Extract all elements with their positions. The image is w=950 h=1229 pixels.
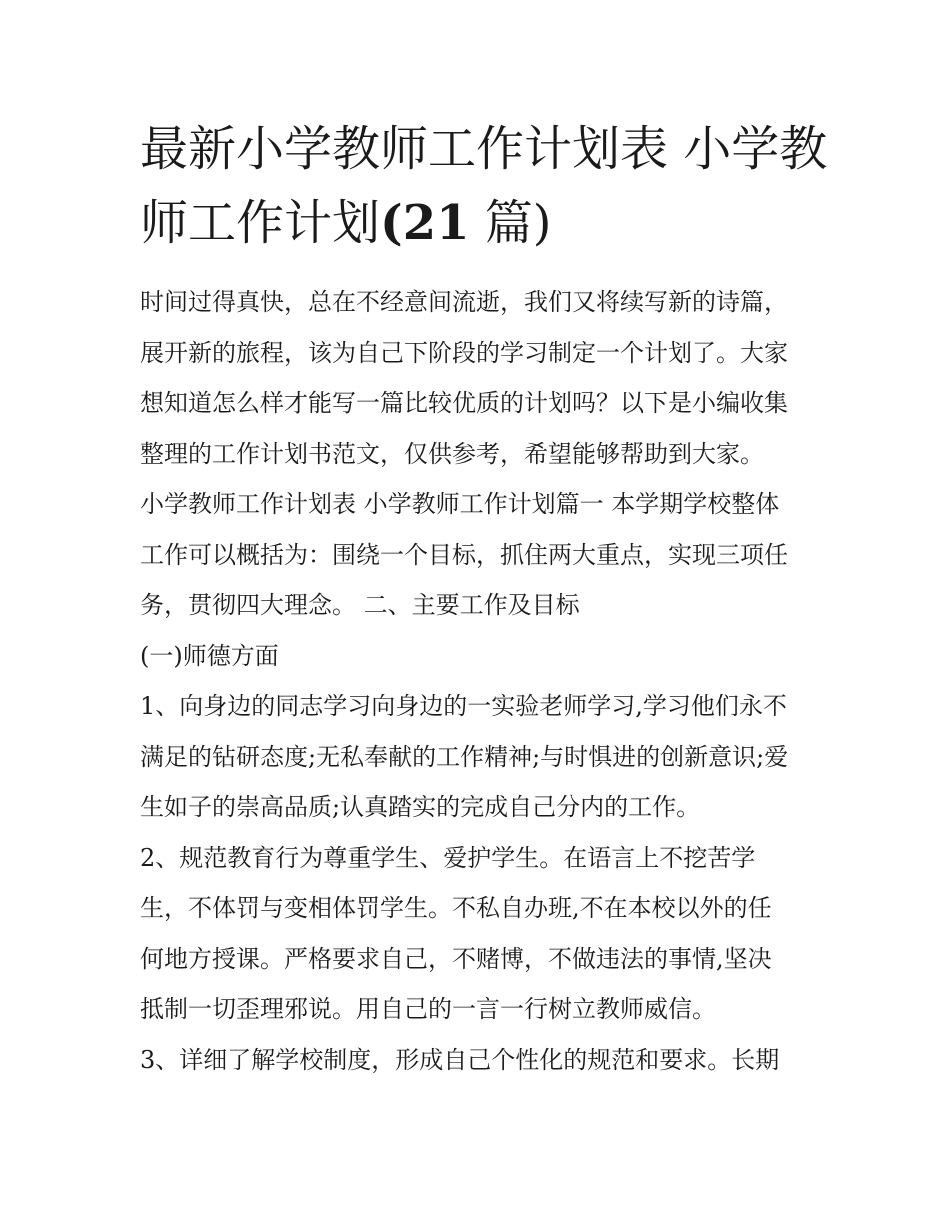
paragraph-line: 小学教师工作计划表 小学教师工作计划篇一 本学期学校整体	[140, 490, 780, 518]
paragraph-line: 抵制一切歪理邪说。用自己的一言一行树立教师威信。	[140, 995, 716, 1023]
paragraph-line: 工作可以概括为：围绕一个目标，抓住两大重点，实现三项任	[140, 540, 788, 569]
paragraph-line: 务，贯彻四大理念。 二、主要工作及目标	[140, 591, 580, 619]
document-title	[140, 112, 830, 260]
paragraph-line: 2、规范教育行为尊重学生、爱护学生。在语言上不挖苦学	[140, 843, 756, 872]
title-count: (21	[380, 195, 470, 251]
paragraph-line: 展开新的旅程，该为自己下阶段的学习制定一个计划了。大家	[140, 338, 788, 367]
paragraph-line: 1、向身边的同志学习向身边的一实验老师学习,学习他们永不	[140, 692, 787, 720]
paragraph-line: 时间过得真快，总在不经意间流逝，我们又将续写新的诗篇，	[140, 288, 788, 316]
section-heading: (一)师德方面	[140, 641, 279, 670]
paragraph-line: 何地方授课。严格要求自己，不赌博，不做违法的事情,坚决	[140, 944, 772, 973]
paragraph-line: 满足的钻研态度;无私奉献的工作精神;与时惧进的创新意识;爱	[140, 742, 789, 771]
paragraph-line: 生，不体罚与变相体罚学生。不私自办班,不在本校以外的任	[140, 894, 772, 922]
title-main-text: 最新小学教师工作计划表 小学教师工作计划	[140, 121, 828, 251]
document-body	[140, 277, 820, 1085]
paragraph-line: 生如子的崇高品质;认真踏实的完成自己分内的工作。	[140, 793, 701, 821]
paragraph-line: 3、详细了解学校制度，形成自己个性化的规范和要求。长期	[140, 1045, 780, 1074]
paragraph-line: 想知道怎么样才能写一篇比较优质的计划吗？以下是小编收集	[140, 389, 788, 417]
title-suffix: 篇)	[469, 195, 552, 251]
paragraph-line: 整理的工作计划书范文，仅供参考，希望能够帮助到大家。	[140, 439, 764, 468]
